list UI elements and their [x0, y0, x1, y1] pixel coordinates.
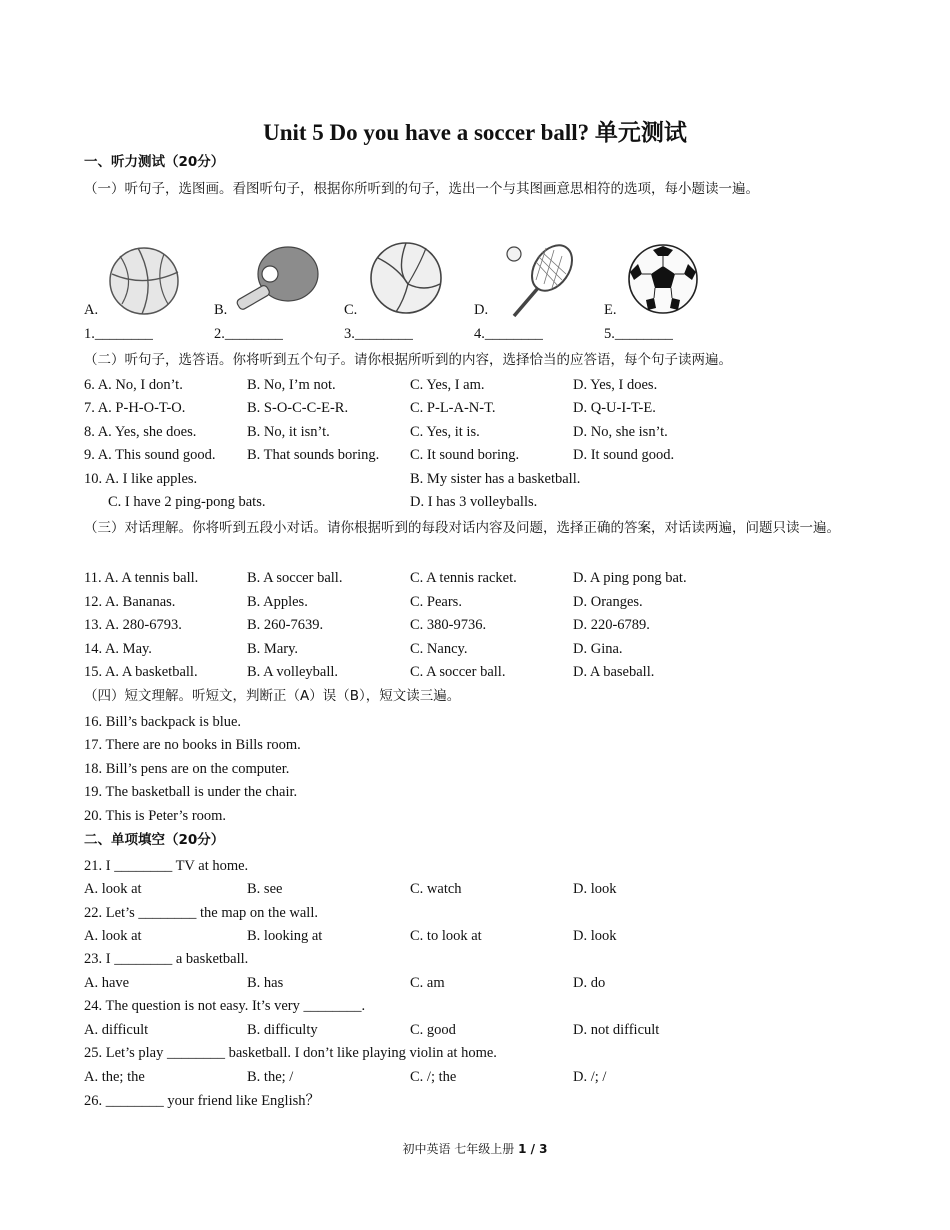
option-label: E.: [604, 302, 617, 318]
option[interactable]: D. I has 3 volleyballs.: [410, 494, 538, 510]
option[interactable]: D. Gina.: [573, 641, 623, 657]
option[interactable]: D. /; /: [573, 1069, 607, 1085]
option[interactable]: B. My sister has a basketball.: [410, 471, 581, 487]
answer-blank-4[interactable]: 4.________: [474, 326, 543, 342]
footer-text: 初中英语 七年级上册: [402, 1142, 519, 1156]
option[interactable]: B. has: [247, 975, 284, 991]
picture-option-b: [214, 240, 344, 320]
statement-16: 16. Bill’s backpack is blue.: [84, 714, 242, 730]
option[interactable]: C. It sound boring.: [410, 447, 520, 463]
option[interactable]: C. good: [410, 1022, 456, 1038]
option[interactable]: D. look: [573, 881, 617, 897]
option[interactable]: C. to look at: [410, 928, 482, 944]
option[interactable]: 14. A. May.: [84, 641, 152, 657]
option[interactable]: A. the; the: [84, 1069, 145, 1085]
option[interactable]: D. A ping pong bat.: [573, 570, 687, 586]
option[interactable]: B. Apples.: [247, 594, 308, 610]
question-21: 21. I ________ TV at home.: [84, 858, 249, 874]
option[interactable]: C. A tennis racket.: [410, 570, 517, 586]
ping-pong-bat-icon: [230, 244, 326, 320]
option[interactable]: B. A soccer ball.: [247, 570, 343, 586]
option[interactable]: B. see: [247, 881, 283, 897]
instruction-part-4: （四）短文理解。听短文，判断正（A）误（B），短文读三遍。: [84, 688, 461, 704]
question-23: 23. I ________ a basketball.: [84, 951, 249, 967]
instruction-part-2: （二）听句子，选答语。你将听到五个句子。请你根据所听到的内容，选择恰当的应答语，每个句子读两遍。: [84, 352, 732, 368]
option[interactable]: D. A baseball.: [573, 664, 655, 680]
option[interactable]: D. look: [573, 928, 617, 944]
option[interactable]: C. I have 2 ping-pong bats.: [108, 494, 266, 510]
question-25: 25. Let’s play ________ basketball. I don’t like playing violin at home.: [84, 1045, 497, 1061]
option[interactable]: C. am: [410, 975, 445, 991]
option[interactable]: C. Pears.: [410, 594, 462, 610]
option[interactable]: B. No, I’m not.: [247, 377, 336, 393]
option[interactable]: A. look at: [84, 928, 142, 944]
answer-blank-3[interactable]: 3.________: [344, 326, 413, 342]
page-footer: [0, 1140, 950, 1157]
option[interactable]: A. have: [84, 975, 130, 991]
option[interactable]: B. the; /: [247, 1069, 294, 1085]
option-label: C.: [344, 302, 358, 318]
option[interactable]: 8. A. Yes, she does.: [84, 424, 197, 440]
option[interactable]: C. P-L-A-N-T.: [410, 400, 496, 416]
option-label: D.: [474, 302, 489, 318]
option[interactable]: 7. A. P-H-O-T-O.: [84, 400, 186, 416]
statement-20: 20. This is Peter’s room.: [84, 808, 227, 824]
statement-18: 18. Bill’s pens are on the computer.: [84, 761, 290, 777]
option[interactable]: C. 380-9736.: [410, 617, 487, 633]
option[interactable]: C. Yes, it is.: [410, 424, 480, 440]
answer-blank-1[interactable]: 1.________: [84, 326, 153, 342]
option[interactable]: B. difficulty: [247, 1022, 318, 1038]
option[interactable]: C. Nancy.: [410, 641, 468, 657]
option[interactable]: B. Mary.: [247, 641, 299, 657]
option[interactable]: D. 220-6789.: [573, 617, 650, 633]
option[interactable]: 9. A. This sound good.: [84, 447, 216, 463]
option[interactable]: B. looking at: [247, 928, 323, 944]
option[interactable]: 11. A. A tennis ball.: [84, 570, 199, 586]
option[interactable]: D. Oranges.: [573, 594, 643, 610]
picture-option-d: [474, 240, 604, 320]
statement-19: 19. The basketball is under the chair.: [84, 784, 298, 800]
option[interactable]: B. S-O-C-C-E-R.: [247, 400, 349, 416]
option[interactable]: C. /; the: [410, 1069, 457, 1085]
section-heading-listening: 一、听力测试（20分）: [84, 154, 225, 170]
picture-options: [84, 240, 804, 320]
option[interactable]: D. Q-U-I-T-E.: [573, 400, 656, 416]
option[interactable]: B. A volleyball.: [247, 664, 339, 680]
question-26: 26. ________ your friend like English？: [84, 1093, 321, 1109]
section-heading-multiple-choice: 二、单项填空（20分）: [84, 832, 225, 848]
option[interactable]: 12. A. Bananas.: [84, 594, 176, 610]
option[interactable]: C. watch: [410, 881, 462, 897]
option[interactable]: 10. A. I like apples.: [84, 471, 198, 487]
answer-blank-5[interactable]: 5.________: [604, 326, 673, 342]
option[interactable]: B. No, it isn’t.: [247, 424, 330, 440]
option-label: B.: [214, 302, 228, 318]
option[interactable]: 13. A. 280-6793.: [84, 617, 182, 633]
option[interactable]: 6. A. No, I don’t.: [84, 377, 183, 393]
picture-option-a: [84, 240, 214, 320]
tennis-racket-icon: [502, 240, 582, 320]
option[interactable]: A. look at: [84, 881, 142, 897]
picture-option-e: [604, 240, 734, 320]
page-number: 1 / 3: [518, 1142, 548, 1156]
option[interactable]: B. That sounds boring.: [247, 447, 380, 463]
option[interactable]: D. do: [573, 975, 606, 991]
option[interactable]: C. Yes, I am.: [410, 377, 485, 393]
option[interactable]: 15. A. A basketball.: [84, 664, 198, 680]
instruction-part-1: （一）听句子，选图画。看图听句子，根据你所听到的句子，选出一个与其图画意思相符的选项，每小题读一遍。: [84, 181, 759, 197]
soccer-ball-icon: [626, 242, 700, 316]
answer-blank-2[interactable]: 2.________: [214, 326, 283, 342]
basketball-icon: [106, 244, 182, 318]
instruction-part-3: （三）对话理解。你将听到五段小对话。请你根据听到的每段对话内容及问题，选择正确的答案，对话读两遍，问题只读一遍。: [84, 520, 840, 536]
volleyball-icon: [368, 240, 444, 316]
option[interactable]: D. not difficult: [573, 1022, 660, 1038]
option-label: A.: [84, 302, 99, 318]
option[interactable]: D. It sound good.: [573, 447, 675, 463]
question-22: 22. Let’s ________ the map on the wall.: [84, 905, 318, 921]
question-24: 24. The question is not easy. It’s very ________.: [84, 998, 366, 1014]
option[interactable]: B. 260-7639.: [247, 617, 324, 633]
option[interactable]: D. Yes, I does.: [573, 377, 658, 393]
option[interactable]: A. difficult: [84, 1022, 149, 1038]
page-title: Unit 5 Do you have a soccer ball? 单元测试: [263, 120, 687, 145]
picture-option-c: [344, 240, 474, 320]
answer-blanks: [84, 326, 804, 346]
statement-17: 17. There are no books in Bills room.: [84, 737, 301, 753]
option[interactable]: D. No, she isn’t.: [573, 424, 668, 440]
option[interactable]: C. A soccer ball.: [410, 664, 506, 680]
